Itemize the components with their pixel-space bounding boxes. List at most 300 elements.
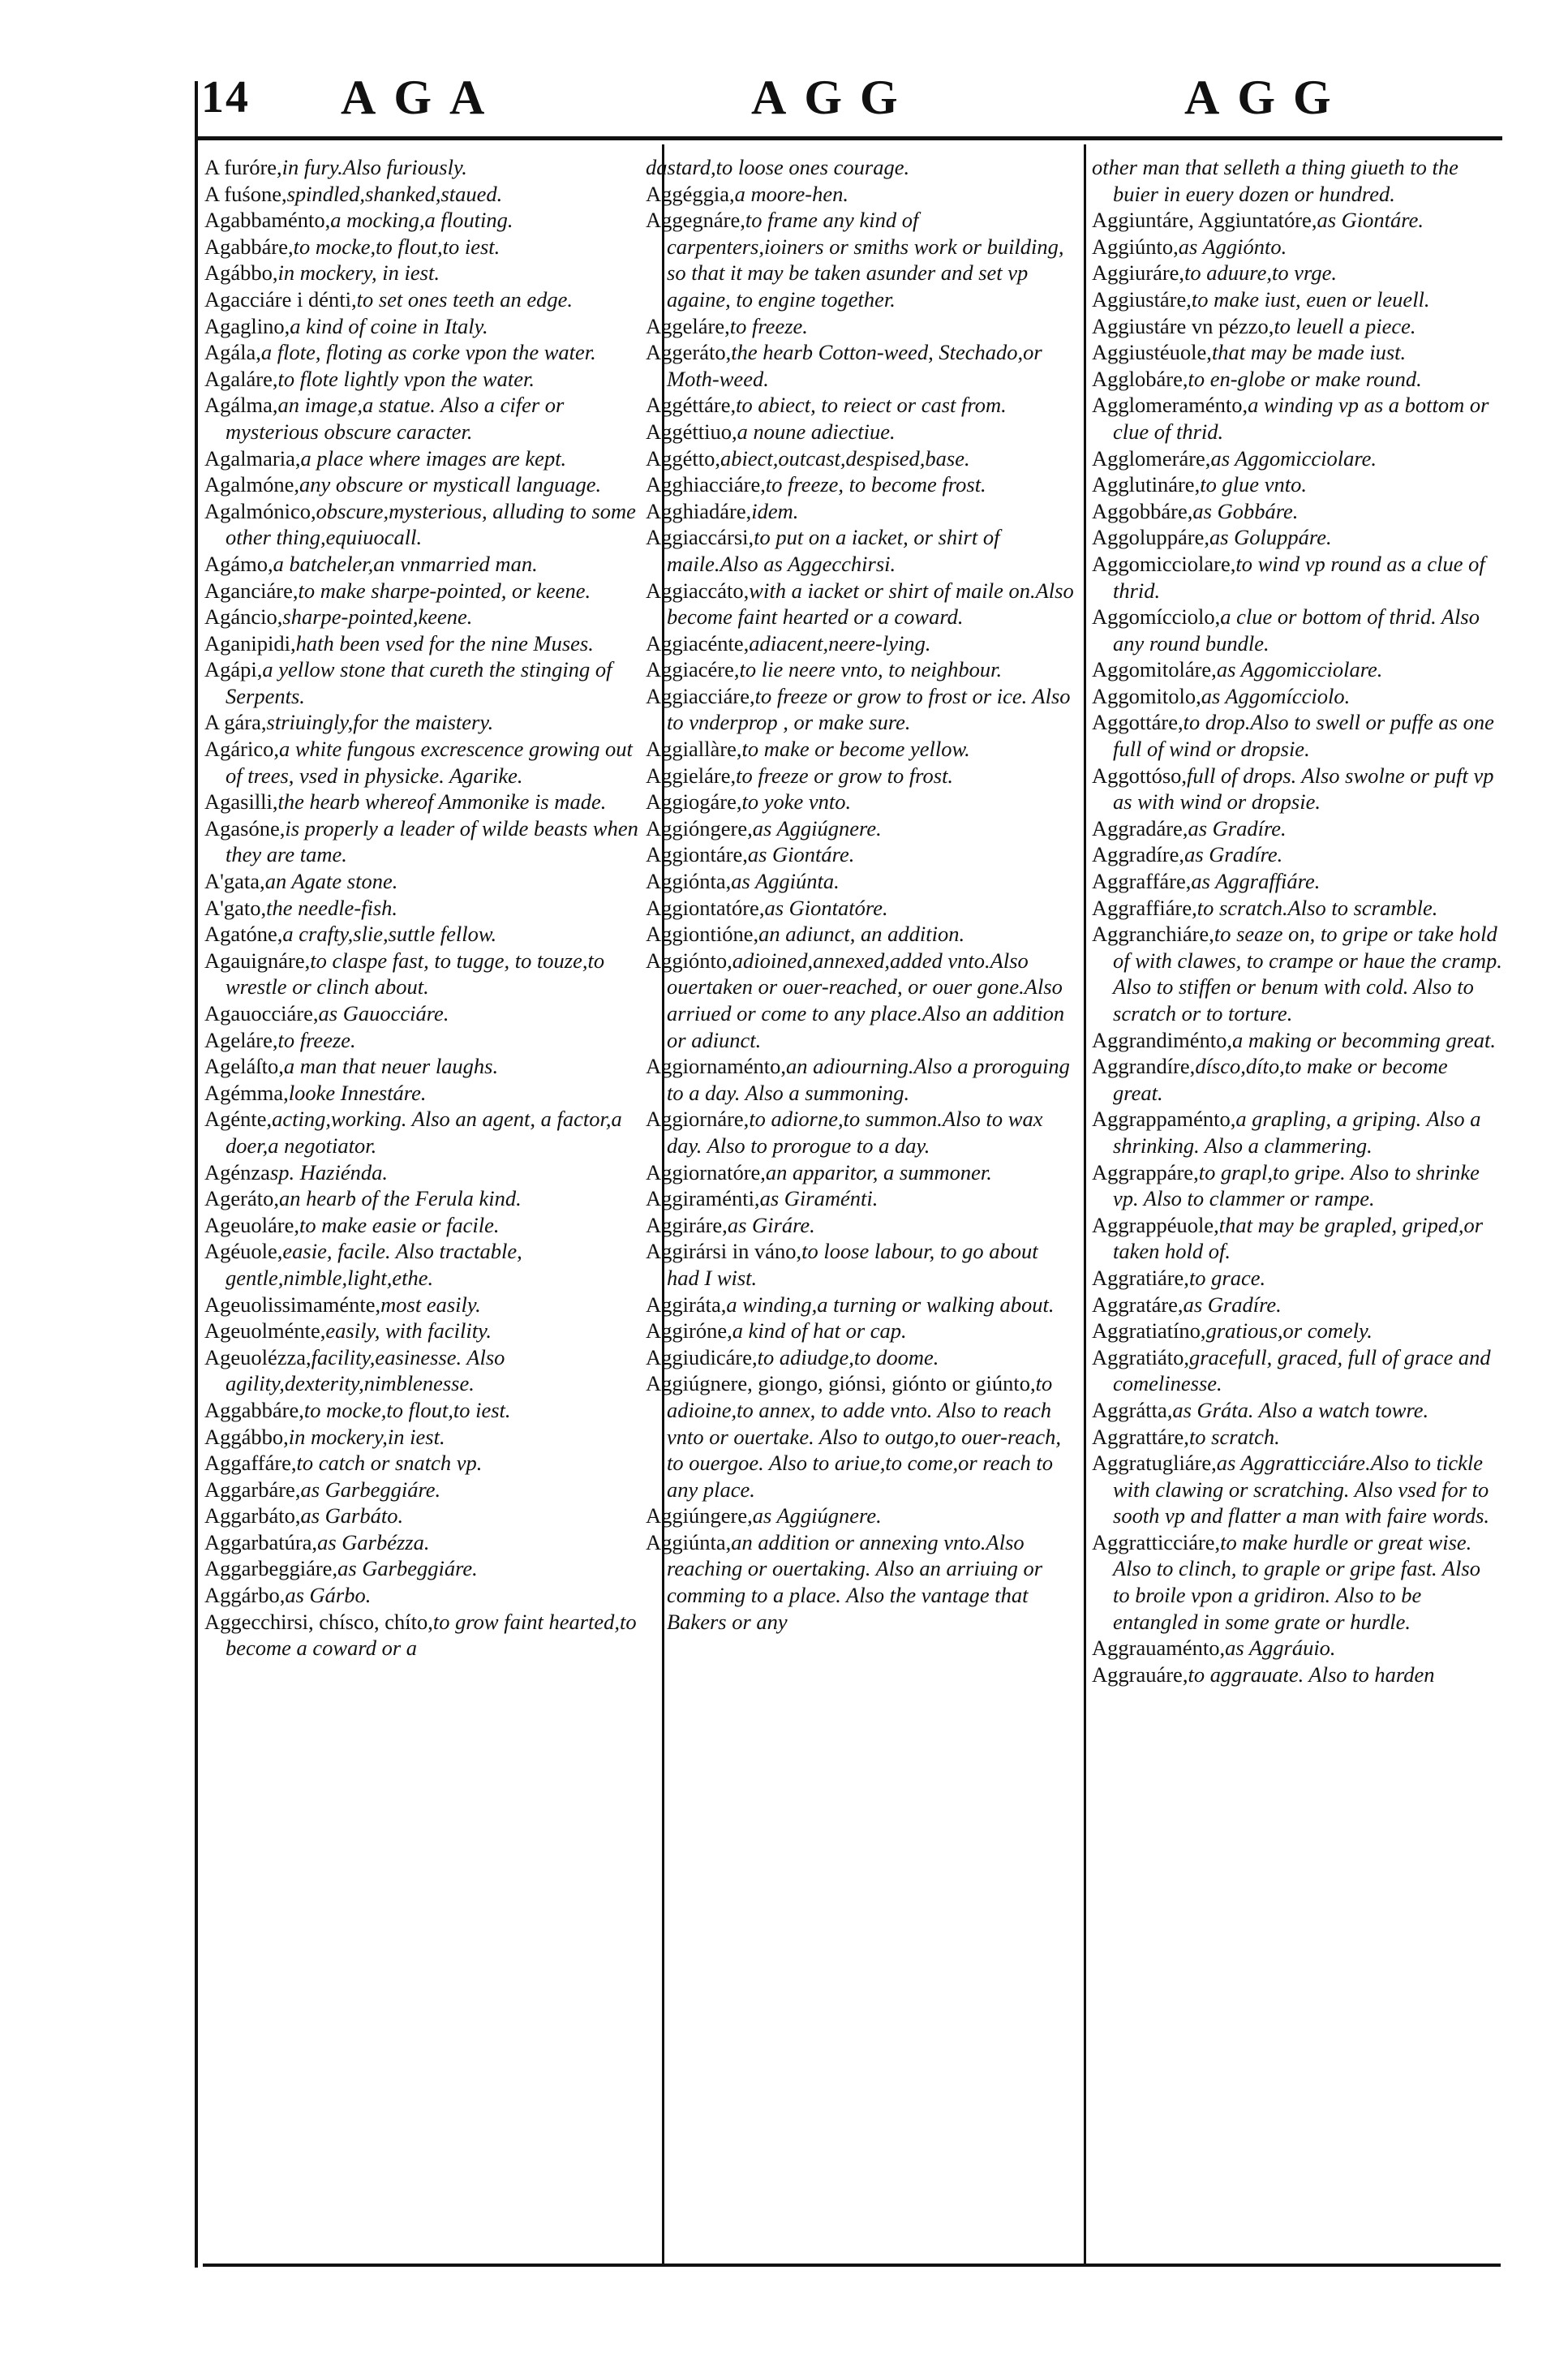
definition: adioined,annexed,added vnto.Also ouertaken or ouer-reached, or ouer gone.Also arriued or come to any place.Also an addition or adiunct. [667,948,1065,1052]
dictionary-entry [646,392,1074,419]
definition: to mocke,to flout,to iest. [293,234,500,259]
headword: Aggarbeggiáre, [204,1556,338,1581]
definition: as Aggratticciáre.Also to tickle with clawing or scratching. Also vsed for to sooth vp and flatter a man with faire words. [1113,1451,1490,1528]
dictionary-entry [204,868,651,895]
headword: Aggábbo, [204,1424,289,1449]
dictionary-entry [1092,1318,1502,1344]
dictionary-entry [646,498,1074,525]
definition: in fury.Also furiously. [281,155,467,179]
dictionary-entry [1092,260,1502,286]
definition: as Gradíre. [1188,815,1287,841]
definition: as Gárbo. [285,1583,372,1608]
definition: to claspe fast, to tugge, to touze,to wrestle or clinch about. [226,948,605,1000]
dictionary-entry [204,1053,651,1080]
headword: Aggarbáre, [204,1477,301,1502]
definition: to adiudge,to doome. [757,1344,939,1369]
definition: an addition or annexing vnto.Also reaching or ouertaking. Also an arriuing or comming to a place. Also the vantage that Bakers or any [667,1529,1043,1634]
dictionary-entry [646,445,1074,472]
dictionary-entry [1092,524,1502,551]
definition: to freeze. [729,313,808,338]
left-border-rule [195,81,198,2268]
headword: Aggomícciolo, [1092,604,1221,630]
headword: Aggradáre, [1092,815,1188,841]
definition: any obscure or mysticall language. [299,472,602,497]
dictionary-entry [1092,1212,1502,1265]
headword: Agaglino, [204,313,290,338]
headword: Agaláre, [204,366,278,391]
definition: as Aggiónto. [1178,234,1287,259]
definition: to leuell a piece. [1274,313,1416,338]
headword: Agacciáre i dénti, [204,286,357,312]
right-guide-word: AGG [1184,71,1349,124]
definition: as Giontáre. [747,842,855,867]
headword: Aggiúgnere, giongo, giónsi, giónto or giúnto, [646,1371,1036,1396]
dictionary-entry [646,736,1074,763]
dictionary-entry [646,683,1074,736]
definition: to catch or snatch vp. [296,1451,483,1476]
headword: Aggrappaménto, [1092,1107,1236,1132]
definition: to set ones teeth an edge. [356,286,574,312]
definition: a kind of hat or cap. [732,1318,907,1344]
dictionary-entry [1092,234,1502,260]
definition: the needle-fish. [266,895,398,920]
dictionary-entry [646,419,1074,445]
definition: idem. [751,498,799,523]
definition: an apparitor, a summoner. [765,1159,992,1184]
definition: gratious,or comely. [1205,1318,1373,1344]
dictionary-entry [646,1318,1074,1344]
headword: Aggiúnto, [1092,234,1179,259]
definition: as Garbeggiáre. [337,1556,478,1581]
definition: spindled,shanked,staued. [286,181,503,206]
headword: Aggratticciáre, [1092,1529,1221,1554]
dictionary-entry [204,1609,651,1662]
headword: Agabbáre, [204,234,294,259]
definition: to drop.Also to swell or puffe as one full of wind or dropsie. [1113,710,1494,762]
headword: Aggrandíre, [1092,1054,1196,1079]
headword: Agasilli, [204,789,278,815]
definition: a grapling, a griping. Also a shrinking. Also a clammering. [1113,1107,1481,1158]
headword: Agáncio, [204,604,283,630]
definition: an image,a statue. Also a cifer or mysterious obscure caracter. [226,393,565,444]
dictionary-entry [204,551,651,578]
headword: Aggratiatíno, [1092,1318,1206,1344]
definition: most easily. [380,1292,481,1317]
dictionary-entry [646,154,1074,181]
headword: Ageuolézza, [204,1344,311,1369]
definition: to aggrauate. Also to harden [1188,1662,1435,1687]
footer-rule [203,2264,1501,2267]
headword: Agénte, [204,1107,273,1132]
dictionary-entry [204,392,651,445]
dictionary-entry [1092,656,1502,683]
dictionary-entry [204,948,651,1000]
headword: Agámo, [204,551,273,576]
dictionary-entry [204,604,651,630]
dictionary-entry [204,313,651,340]
definition: obscure,mysterious, alluding to some other thing,equiuocall. [226,498,636,550]
column-1 [204,154,651,2259]
headword: Aggomitolo, [1092,683,1201,708]
definition: a batcheler,an vnmarried man. [273,551,538,576]
dictionary-entry [646,578,1074,630]
headword: Aggiustáre vn pézzo, [1092,313,1274,338]
dictionary-entry [204,286,651,313]
definition: as Goluppáre. [1209,525,1332,550]
headword: Aggomitoláre, [1092,657,1217,682]
dictionary-entry [204,1185,651,1212]
dictionary-entry [646,789,1074,815]
definition: as Aggomícciolo. [1201,683,1351,708]
definition: a yellow stone that cureth the stinging of Serpents. [226,657,612,708]
definition: that may be made iust. [1211,340,1407,365]
headword: Aggrappéuole, [1092,1212,1219,1237]
headword: A fuśone, [204,181,287,206]
headword: Ageuoláre, [204,1212,299,1237]
headword: Agauignáre, [204,948,311,973]
dictionary-entry [646,181,1074,208]
definition: to make iust, euen or leuell. [1191,286,1430,312]
definition: to en-globe or make round. [1188,366,1422,391]
headword: Aggiustáre, [1092,286,1192,312]
headword: Aggiuntáre, Aggiuntatóre, [1092,208,1317,233]
headword: Aggétto, [646,445,720,471]
definition: as Garbeggiáre. [300,1477,441,1502]
definition: to yoke vnto. [741,789,852,815]
headword: Agárico, [204,737,279,762]
definition: a man that neuer laughs. [283,1054,499,1079]
definition: a clue or bottom of thrid. Also any round bundle. [1113,604,1480,656]
headword: Aggiuráre, [1092,260,1185,286]
left-guide-word: AGA [341,71,503,124]
dictionary-entry [204,1318,651,1344]
definition: adiacent,neere-lying. [749,630,931,656]
headword: Agalmóne, [204,472,300,497]
dictionary-entry [646,1238,1074,1291]
headword: Aggrauáre, [1092,1662,1188,1687]
dictionary-entry [1092,1450,1502,1529]
dictionary-entry [1092,1159,1502,1212]
dictionary-entry [646,763,1074,789]
definition: to flote lightly vpon the water. [277,366,535,391]
definition: as Gobbáre. [1192,498,1299,523]
definition: an adiunct, an addition. [758,922,965,947]
definition: as Giráre. [727,1212,815,1237]
headword: Agglomeráre, [1092,445,1211,471]
headword: Agénza [204,1159,270,1184]
headword: Agémma, [204,1080,289,1105]
definition: in mockery,in iest. [288,1424,445,1449]
definition: as Aggiúgnere. [752,815,882,841]
dictionary-entry [1092,286,1502,313]
definition: as Aggiúgnere. [752,1503,882,1528]
definition: a winding vp as a bottom or clue of thrid. [1113,393,1489,444]
headword: Aggiúnta, [646,1529,732,1554]
headword: Aggirársi in váno, [646,1239,802,1264]
headword: Aggottáre, [1092,710,1184,735]
definition: to adioine,to annex, to adde vnto. Also to reach vnto or ouertake. Also to outgo,to ouer-reach, to ouergoe. Also to ariue,to come,or reach to any place. [667,1371,1061,1502]
headword: Agalmónico, [204,498,316,523]
definition: as Giontatóre. [764,895,888,920]
dictionary-entry [204,1503,651,1529]
definition: the hearb Cotton-weed, Stechado,or Moth-weed. [667,340,1042,391]
dictionary-entry [204,1238,651,1291]
headword: Aggárbo, [204,1583,286,1608]
dictionary-entry [1092,1292,1502,1318]
headword: Aggraffiáre, [1092,895,1197,920]
dictionary-entry [1092,366,1502,393]
headword: Aggiraménti, [646,1186,760,1211]
dictionary-entry [646,313,1074,340]
headword: A furóre, [204,155,282,179]
dictionary-entry [1092,683,1502,710]
dictionary-entry [1092,339,1502,366]
dictionary-entry [1092,1424,1502,1451]
definition: abiect,outcast,despised,base. [720,445,970,471]
definition: as Aggráuio. [1225,1636,1336,1661]
headword: Aggrátta, [1092,1397,1173,1422]
headword: Aggomicciolare, [1092,551,1236,576]
definition: as Gradíre. [1183,1292,1282,1317]
dictionary-entry [204,1555,651,1582]
definition: as Gauocciáre. [318,1001,449,1025]
dictionary-entry [1092,498,1502,525]
dictionary-entry [204,1027,651,1054]
definition: an Agate stone. [264,869,398,894]
definition: as Giontáre. [1317,208,1424,233]
dictionary-entry [204,181,651,208]
definition: an hearb of the Ferula kind. [278,1186,522,1211]
headword: Agála, [204,340,261,365]
headword: Aggiacciáre, [646,683,755,708]
headword: Aggabbáre, [204,1397,304,1422]
headword: A'gato, [204,895,267,920]
dictionary-entry [1092,1397,1502,1424]
definition: a making or becomming great. [1231,1027,1497,1052]
headword: Aggiacére, [646,657,740,682]
headword: Aggéttiuo, [646,419,737,444]
dictionary-entry [1092,313,1502,340]
headword: Agabbaménto, [204,208,331,233]
dictionary-entry [646,1292,1074,1318]
definition: to make hurdle or great wise. Also to clinch, to graple or gripe fast. Also to broile vpon a gridiron. Also to be entangled in some grate or hurdle. [1113,1529,1480,1634]
definition: is properly a leader of wilde beasts when they are tame. [226,815,638,867]
dictionary-entry [1092,815,1502,842]
definition: as Aggomicciolare. [1210,445,1377,471]
dictionary-entry [646,1053,1074,1106]
dictionary-entry [646,1212,1074,1239]
headword: Aggeráto, [646,340,732,365]
dictionary-entry [204,1424,651,1451]
dictionary-entry [1092,207,1502,234]
headword: Aggrattáre, [1092,1424,1189,1449]
headword: A'gata, [204,869,265,894]
headword: Agasóne, [204,815,286,841]
headword: Ageráto, [204,1186,279,1211]
dictionary-entry [1092,763,1502,815]
dictionary-entry [646,868,1074,895]
headword: Aggiontáre, [646,842,748,867]
dictionary-entry [646,895,1074,922]
headword: Aggrauaménto, [1092,1636,1226,1661]
definition: to glue vnto. [1200,472,1307,497]
dictionary-entry [1092,1635,1502,1662]
headword: Aggiontióne, [646,922,759,947]
dictionary-entry [204,1080,651,1107]
dictionary-entry [204,1212,651,1239]
headword: Aggarbáto, [204,1503,301,1528]
dictionary-entry [204,1397,651,1424]
definition: hath been vsed for the nine Muses. [295,630,594,656]
dictionary-entry [204,1106,651,1159]
definition: to grace. [1188,1265,1266,1290]
dictionary-entry [646,1503,1074,1529]
headword: Agálma, [204,393,278,418]
headword: Aggraffáre, [1092,869,1192,894]
definition: as Garbézza. [317,1529,430,1554]
dictionary-entry [1092,868,1502,895]
headword: Aggobbáre, [1092,498,1193,523]
headword: Aggiudicáre, [646,1344,758,1369]
definition: that may be grapled, griped,or taken hold of. [1113,1212,1484,1264]
headword: Aggeláre, [646,313,730,338]
dictionary-entry [1092,1053,1502,1106]
dictionary-entry [204,445,651,472]
dictionary-entry [204,207,651,234]
definition: with a iacket or shirt of maile on.Also become faint hearted or a coward. [667,578,1074,630]
headword: Aggaffáre, [204,1451,297,1476]
definition: to freeze or grow to frost. [736,763,954,788]
dictionary-entry [646,815,1074,842]
headword: Agalmaria, [204,445,301,471]
dictionary-entry [646,207,1074,312]
dictionary-entry [204,1582,651,1609]
definition: a flote, floting as corke vpon the water. [260,340,596,365]
headword: A gára, [204,710,267,735]
definition: the hearb whereof Ammonike is made. [277,789,607,815]
definition: dísco,díto,to make or become great. [1113,1054,1448,1105]
headword: Aggiornatóre, [646,1159,766,1184]
dictionary-entry [1092,445,1502,472]
headword: Aggiaccársi, [646,525,754,550]
headword: Agápi, [204,657,263,682]
headword: Agglutináre, [1092,472,1201,497]
column-2 [646,154,1074,2259]
definition: to freeze or grow to frost or ice. Also to vnderprop , or make sure. [667,683,1071,735]
dictionary-entry [204,1477,651,1503]
definition: easily, with facility. [325,1318,492,1344]
dictionary-entry [646,471,1074,498]
definition: as Aggiúnta. [731,869,840,894]
dictionary-entry [204,789,651,815]
definition: to scratch.Also to scramble. [1196,895,1438,920]
definition: to adiorne,to summon.Also to wax day. Also to prorogue to a day. [667,1107,1043,1158]
headword: Agauocciáre, [204,1001,319,1025]
dictionary-entry [204,1450,651,1477]
headword: Agábbo, [204,260,278,286]
headword: Agatóne, [204,922,283,947]
definition: sp. Haziénda. [269,1159,388,1184]
definition: to grow faint hearted,to become a coward or a [226,1609,637,1661]
headword: Aggióngere, [646,815,753,841]
dictionary-entry [204,921,651,948]
headword: Aggiontatóre, [646,895,765,920]
definition: as Gradíre. [1184,842,1283,867]
definition: a crafty,slie,suttle fellow. [282,922,497,947]
dictionary-entry [1092,841,1502,868]
dictionary-entry [646,1529,1074,1635]
headword: Aggiustéuole, [1092,340,1212,365]
dictionary-entry [204,709,651,736]
dictionary-entry [1092,392,1502,445]
headword: Aggiróne, [646,1318,732,1344]
definition: to make easie or facile. [299,1212,500,1237]
definition: as Gráta. Also a watch towre. [1172,1397,1429,1422]
dictionary-entry [204,154,651,181]
headword: Aganipidi, [204,630,296,656]
definition: a place where images are kept. [300,445,567,471]
definition: a winding,a turning or walking about. [726,1292,1055,1317]
definition: to make sharpe-pointed, or keene. [298,578,591,603]
dictionary-entry [204,630,651,657]
headword: Aggiallàre, [646,737,742,762]
definition: to scratch. [1188,1424,1280,1449]
definition: a kind of coine in Italy. [290,313,488,338]
dictionary-entry [646,630,1074,657]
dictionary-entry [1092,1106,1502,1159]
dictionary-entry [1092,551,1502,604]
dictionary-entry [646,841,1074,868]
definition: in mockery, in iest. [277,260,440,286]
definition: a white fungous excrescence growing out of trees, vsed in physicke. Agarike. [226,737,633,788]
dictionary-entry [1092,471,1502,498]
definition: as Garbáto. [300,1503,404,1528]
dictionary-entry [1092,1027,1502,1054]
definition: to mocke,to flout,to iest. [303,1397,511,1422]
headword: Aggrappáre, [1092,1159,1199,1184]
headword: Agghiacciáre, [646,472,766,497]
dictionary-entry [646,1106,1074,1159]
definition: to aduure,to vrge. [1184,260,1337,286]
definition: striuingly,for the maistery. [266,710,494,735]
definition: acting,working. Also an agent, a factor,a doer,a negotiator. [226,1107,622,1158]
headword: Aggottóso, [1092,763,1188,788]
dictionary-entry [646,1159,1074,1186]
header-rule [195,136,1502,140]
definition: to loose labour, to go about had I wist. [667,1239,1038,1290]
headword: Ageláre, [204,1027,278,1052]
dictionary-entry [646,921,1074,948]
headword: Aggratiáto, [1092,1344,1189,1369]
dictionary-entry [204,656,651,709]
dictionary-entry [204,1292,651,1318]
headword: Aggiónta, [646,869,732,894]
dictionary-entry [646,339,1074,392]
headword: Agghiadáre, [646,498,752,523]
headword: Agglobáre, [1092,366,1188,391]
dictionary-entry [204,895,651,922]
dictionary-entry [1092,1344,1502,1397]
headword: Aganciáre, [204,578,299,603]
page-number: 14 [201,72,250,123]
headword: Aggegnáre, [646,208,745,233]
headword: Aggiráta, [646,1292,727,1317]
headword: Aggradíre, [1092,842,1185,867]
definition: gracefull, graced, full of grace and comelinesse. [1113,1344,1491,1396]
dictionary-entry [204,471,651,498]
dictionary-entry [646,1370,1074,1503]
definition: as Aggomicciolare. [1216,657,1383,682]
